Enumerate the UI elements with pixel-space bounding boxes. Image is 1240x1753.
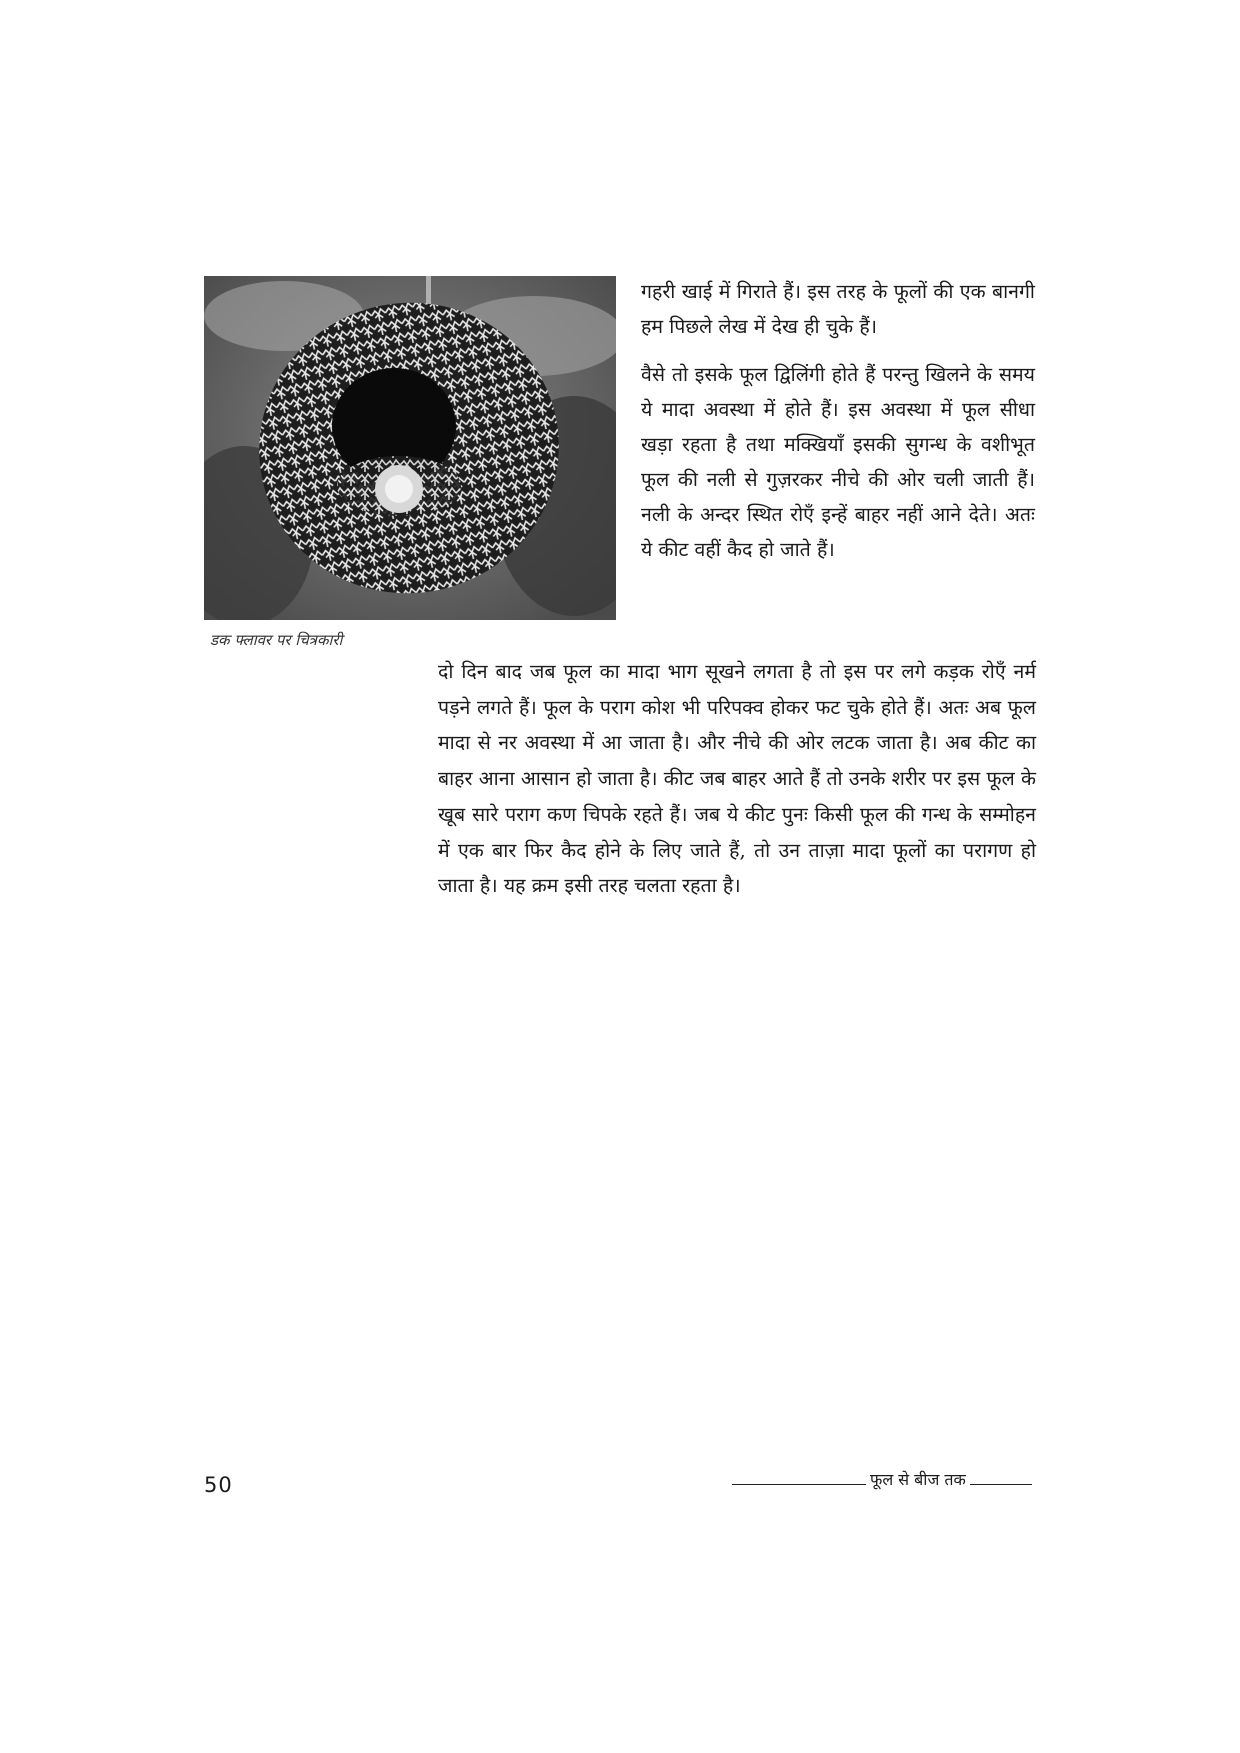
duck-flower-photo (204, 276, 616, 620)
paragraph-3: दो दिन बाद जब फूल का मादा भाग सूखने लगता है तो इस पर लगे कड़क रोएँ नर्म पड़ने लगते हैं। फूल के पराग कोश भी परिपक्व होकर फट चुके होते हैं। अतः अब फूल मादा से नर अवस्था में आ जाता है। और नीचे की ओर लटक जाता है। अब कीट का बाहर आना आसान हो जाता है। कीट जब बाहर आते हैं तो उनके शरीर पर इस फूल के खूब सारे पराग कण चिपके रहते हैं। जब ये कीट पुनः किसी फूल की गन्ध के सम्मोहन में एक बार फिर कैद होने के लिए जाते हैं, तो उन ताज़ा मादा फूलों का परागण हो जाता है। यह क्रम इसी तरह चलता रहता है। (438, 660, 1036, 898)
page-number: 50 (204, 1473, 233, 1497)
paragraph-1: गहरी खाई में गिराते हैं। इस तरह के फूलों की एक बानगी हम पिछले लेख में देख ही चुके हैं। (641, 280, 1035, 338)
right-column-text (641, 274, 1035, 567)
paragraph-2: वैसे तो इसके फूल द्विलिंगी होते हैं परन्तु खिलने के समय ये मादा अवस्था में होते हैं। इस अवस्था में फूल सीधा खड़ा रहता है तथा मक्खियाँ इसकी सुगन्ध के वशीभूत फूल की नली से गुज़रकर नीचे की ओर चली जाती हैं। नली के अन्दर स्थित रोएँ इन्हें बाहर नहीं आने देते। अतः ये कीट वहीं कैद हो जाते हैं। (641, 363, 1035, 561)
figure-caption: डक फ्लावर पर चित्रकारी (210, 631, 343, 649)
footer-book-title: फूल से बीज तक (866, 1468, 970, 1490)
